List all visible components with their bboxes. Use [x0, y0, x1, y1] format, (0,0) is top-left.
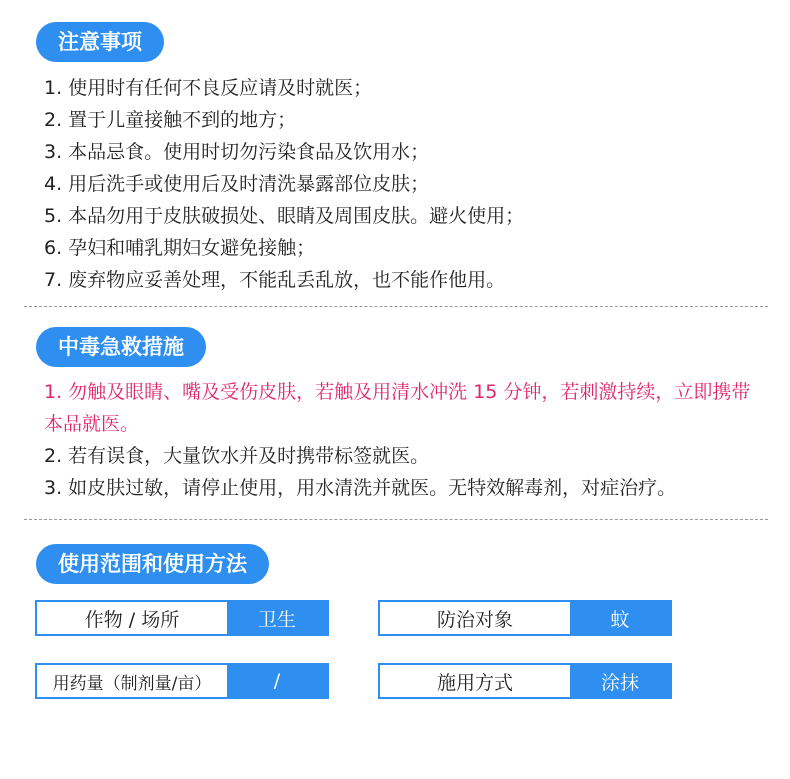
list-item: 7. 废弃物应妥善处理，不能乱丢乱放，也不能作他用。 [44, 269, 506, 291]
divider [24, 306, 768, 307]
section-title-precautions: 注意事项 [36, 22, 164, 62]
usage-cell-crop [35, 600, 329, 636]
usage-cell-label: 用药量（制剂量/亩） [52, 673, 212, 694]
usage-cell-dosage [35, 663, 329, 699]
section-title-first-aid: 中毒急救措施 [36, 327, 206, 367]
usage-cell-label: 作物 / 场所 [84, 608, 180, 631]
usage-cell-target [378, 600, 672, 636]
list-item: 3. 如皮肤过敏，请停止使用，用水清洗并就医。无特效解毒剂，对症治疗。 [44, 477, 677, 499]
divider [24, 519, 768, 520]
usage-cell-value: 卫生 [227, 602, 327, 634]
usage-cell-label: 施用方式 [436, 671, 513, 694]
list-item: 3. 本品忌食。使用时切勿污染食品及饮用水； [44, 141, 430, 163]
usage-cell-value: 涂抹 [570, 665, 670, 697]
usage-cell-value: / [227, 665, 327, 697]
precautions-list [44, 72, 770, 296]
usage-cell-method [378, 663, 672, 699]
list-item: 2. 置于儿童接触不到的地方； [44, 109, 297, 131]
list-item: 4. 用后洗手或使用后及时清洗暴露部位皮肤； [44, 173, 430, 195]
list-item: 6. 孕妇和哺乳期妇女避免接触； [44, 237, 316, 259]
list-item: 1. 使用时有任何不良反应请及时就医； [44, 77, 373, 99]
first-aid-list [44, 376, 768, 504]
usage-cell-label: 防治对象 [436, 608, 513, 631]
list-item: 5. 本品勿用于皮肤破损处、眼睛及周围皮肤。避火使用； [44, 205, 525, 227]
list-item: 2. 若有误食，大量饮水并及时携带标签就医。 [44, 445, 430, 467]
section-title-usage: 使用范围和使用方法 [36, 544, 269, 584]
list-item-warning: 1. 勿触及眼睛、嘴及受伤皮肤，若触及用清水冲洗 15 分钟，若刺激持续，立即携带本品就医。 [44, 381, 751, 435]
usage-cell-value: 蚊 [570, 602, 670, 634]
